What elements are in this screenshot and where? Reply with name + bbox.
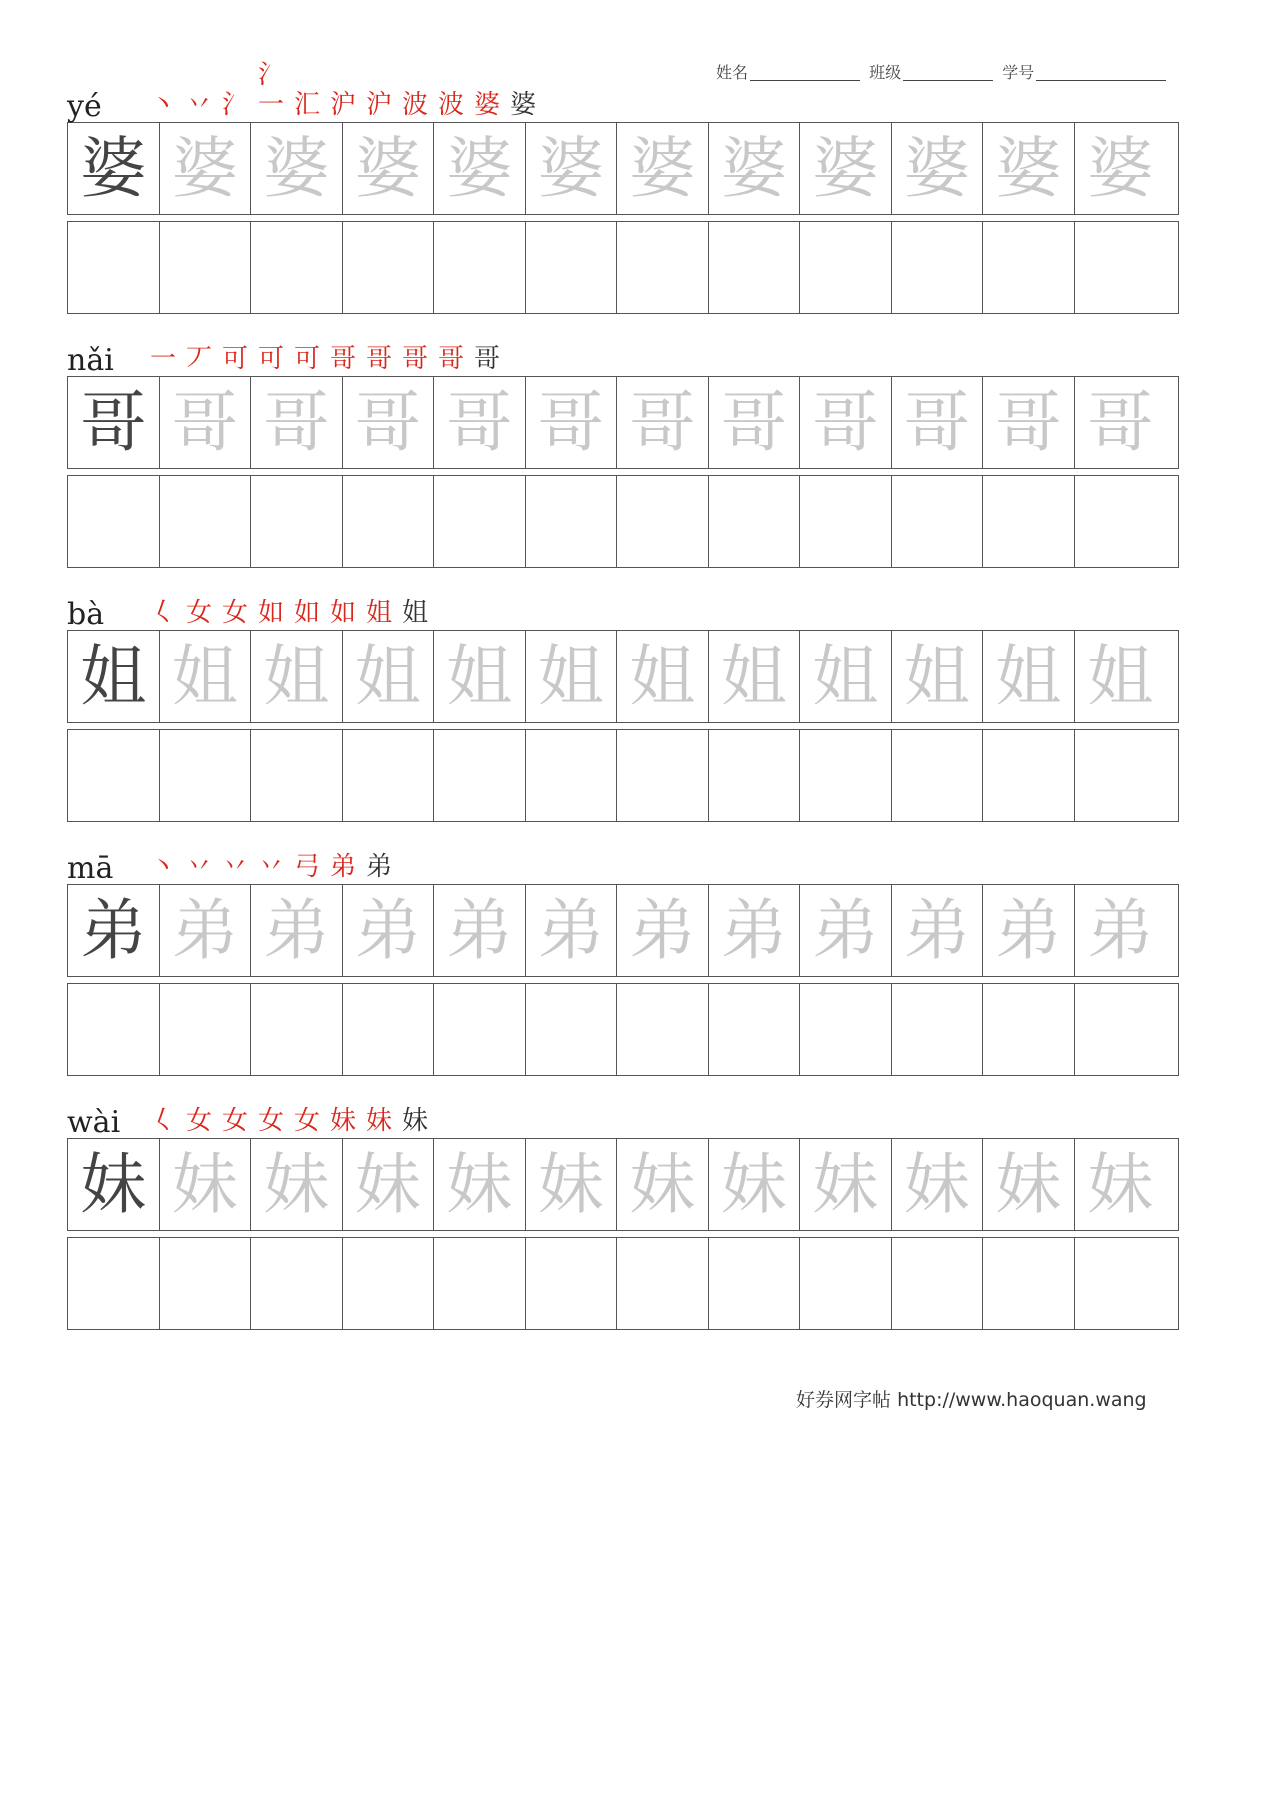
blank-practice-cell[interactable] [434, 730, 526, 821]
trace-character-cell: 婆 [800, 123, 892, 214]
blank-practice-cell[interactable] [617, 730, 709, 821]
trace-character-cell: 婆 [983, 123, 1075, 214]
trace-character-cell: 婆 [709, 123, 801, 214]
blank-practice-cell[interactable] [983, 730, 1075, 821]
stroke-step: 姐 [401, 598, 428, 628]
trace-character-cell: 哥 [343, 377, 435, 468]
pinyin: nǎi [67, 343, 114, 378]
trace-character-cell: 姐 [709, 631, 801, 722]
trace-character-cell: 姐 [160, 631, 252, 722]
pinyin-line [67, 590, 1179, 630]
stroke-step: 女 [293, 1106, 320, 1136]
practice-grid [67, 221, 1179, 314]
stroke-order [145, 846, 397, 882]
blank-practice-cell[interactable] [434, 984, 526, 1075]
stroke-step: 氵 [221, 90, 248, 120]
trace-character-cell: 哥 [800, 377, 892, 468]
id-blank [1036, 64, 1166, 81]
trace-character-cell: 哥 [1087, 384, 1154, 461]
trace-character-cell: 弟 [1087, 892, 1154, 969]
trace-character-cell: 哥 [709, 377, 801, 468]
model-character-cell: 妹 [68, 1139, 160, 1230]
practice-grid [67, 983, 1179, 1076]
blank-practice-cell[interactable] [617, 1238, 709, 1329]
model-character-cell: 婆 [68, 123, 160, 214]
stroke-step: 女 [185, 598, 212, 628]
tracing-grid [67, 376, 1179, 469]
model-character-cell: 弟 [68, 885, 160, 976]
trace-character-cell: 哥 [526, 377, 618, 468]
stroke-step: 如 [329, 598, 356, 628]
footer-site-name: 好券网字帖 [796, 1389, 892, 1411]
blank-practice-cell[interactable] [1075, 1238, 1167, 1329]
name-blank [750, 64, 860, 81]
blank-practice-cell[interactable] [709, 476, 801, 567]
stroke-step: 丷 [221, 852, 248, 882]
stroke-step: 女 [221, 1106, 248, 1136]
model-character-cell: 姐 [68, 631, 160, 722]
trace-character-cell: 婆 [892, 123, 984, 214]
stroke-order [145, 1100, 433, 1136]
trace-character-cell: 弟 [892, 885, 984, 976]
name-label: 姓名 [716, 63, 749, 82]
pinyin: wài [67, 1105, 121, 1140]
stroke-step: 𡿨 [149, 1106, 176, 1136]
stroke-step: 氵一 [257, 60, 284, 120]
trace-character-cell: 妹 [892, 1139, 984, 1230]
trace-character-cell: 弟 [617, 885, 709, 976]
stroke-step: 丷 [185, 852, 212, 882]
trace-character-cell: 婆 [160, 123, 252, 214]
trace-character-cell: 姐 [526, 631, 618, 722]
blank-practice-cell[interactable] [343, 984, 435, 1075]
stroke-step: 婆 [509, 90, 536, 120]
stroke-order [145, 592, 433, 628]
blank-practice-cell[interactable] [800, 476, 892, 567]
trace-character-cell: 哥 [160, 377, 252, 468]
blank-practice-cell[interactable] [526, 476, 618, 567]
stroke-step: 女 [185, 1106, 212, 1136]
pinyin-line [67, 336, 1179, 376]
student-info-header [716, 60, 1176, 83]
pinyin: bà [67, 597, 105, 632]
blank-practice-cell[interactable] [526, 222, 618, 313]
blank-practice-cell[interactable] [251, 222, 343, 313]
class-label: 班级 [869, 63, 902, 82]
pinyin-line [67, 844, 1179, 884]
blank-practice-cell[interactable] [343, 730, 435, 821]
blank-practice-cell[interactable] [1075, 984, 1167, 1075]
stroke-step: 丶 [149, 90, 176, 120]
stroke-step: 女 [257, 1106, 284, 1136]
stroke-step: 丆 [185, 344, 212, 374]
blank-practice-cell[interactable] [68, 222, 160, 313]
blank-practice-cell[interactable] [1075, 222, 1167, 313]
footer-url: http://www.haoquan.wang [897, 1389, 1147, 1411]
stroke-step: 沪 [329, 90, 356, 120]
blank-practice-cell[interactable] [526, 984, 618, 1075]
stroke-step: 波 [437, 90, 464, 120]
trace-character-cell: 妹 [343, 1139, 435, 1230]
blank-practice-cell[interactable] [800, 1238, 892, 1329]
trace-character-cell: 妹 [251, 1139, 343, 1230]
blank-practice-cell[interactable] [251, 730, 343, 821]
stroke-step: 弟 [365, 852, 392, 882]
stroke-step: 丶 [149, 852, 176, 882]
trace-character-cell: 妹 [709, 1139, 801, 1230]
blank-practice-cell[interactable] [526, 730, 618, 821]
class-blank [903, 64, 993, 81]
blank-practice-cell[interactable] [983, 1238, 1075, 1329]
trace-character-cell: 弟 [251, 885, 343, 976]
trace-character-cell: 姐 [800, 631, 892, 722]
trace-character-cell: 姐 [343, 631, 435, 722]
tracing-grid [67, 122, 1179, 215]
blank-practice-cell[interactable] [892, 730, 984, 821]
trace-character-cell: 哥 [617, 377, 709, 468]
stroke-step: 哥 [437, 344, 464, 374]
trace-character-cell: 哥 [251, 377, 343, 468]
trace-character-cell: 婆 [1087, 130, 1154, 207]
blank-practice-cell[interactable] [983, 222, 1075, 313]
blank-practice-cell[interactable] [983, 476, 1075, 567]
trace-character-cell: 妹 [434, 1139, 526, 1230]
blank-practice-cell[interactable] [617, 222, 709, 313]
trace-character-cell: 姐 [1087, 638, 1154, 715]
blank-practice-cell[interactable] [983, 984, 1075, 1075]
blank-practice-cell[interactable] [343, 222, 435, 313]
trace-character-cell: 姐 [983, 631, 1075, 722]
stroke-step: 可 [221, 344, 248, 374]
model-character-cell: 哥 [68, 377, 160, 468]
trace-character-cell: 婆 [526, 123, 618, 214]
stroke-step: 丷 [257, 852, 284, 882]
blank-practice-cell[interactable] [617, 984, 709, 1075]
blank-practice-cell[interactable] [434, 222, 526, 313]
stroke-step: 波 [401, 90, 428, 120]
character-row [67, 1098, 1179, 1330]
stroke-step: 弓 [293, 852, 320, 882]
blank-practice-cell[interactable] [892, 1238, 984, 1329]
blank-practice-cell[interactable] [1075, 476, 1167, 567]
stroke-step: 哥 [365, 344, 392, 374]
stroke-step: 可 [293, 344, 320, 374]
trace-character-cell: 婆 [617, 123, 709, 214]
pinyin: yé [67, 89, 102, 124]
practice-grid [67, 729, 1179, 822]
trace-character-cell: 哥 [892, 377, 984, 468]
stroke-step: 一 [149, 344, 176, 374]
blank-practice-cell[interactable] [251, 476, 343, 567]
blank-practice-cell[interactable] [68, 730, 160, 821]
character-row [67, 336, 1179, 568]
blank-practice-cell[interactable] [160, 222, 252, 313]
stroke-step: 丷 [185, 90, 212, 120]
trace-character-cell: 弟 [709, 885, 801, 976]
stroke-step: 弟 [329, 852, 356, 882]
blank-practice-cell[interactable] [160, 476, 252, 567]
trace-character-cell: 妹 [983, 1139, 1075, 1230]
trace-character-cell: 弟 [526, 885, 618, 976]
trace-character-cell: 弟 [160, 885, 252, 976]
blank-practice-cell[interactable] [892, 984, 984, 1075]
trace-character-cell: 姐 [251, 631, 343, 722]
stroke-step: 哥 [329, 344, 356, 374]
trace-character-cell: 弟 [800, 885, 892, 976]
blank-practice-cell[interactable] [343, 476, 435, 567]
stroke-step: 哥 [473, 344, 500, 374]
pinyin: mā [67, 851, 114, 886]
footer [796, 1385, 1147, 1412]
stroke-step: 如 [257, 598, 284, 628]
character-row [67, 844, 1179, 1076]
blank-practice-cell[interactable] [709, 984, 801, 1075]
trace-character-cell: 哥 [983, 377, 1075, 468]
blank-practice-cell[interactable] [251, 1238, 343, 1329]
stroke-step: 女 [221, 598, 248, 628]
stroke-step: 婆 [473, 90, 500, 120]
blank-practice-cell[interactable] [800, 730, 892, 821]
trace-character-cell: 妹 [1087, 1146, 1154, 1223]
practice-grid [67, 475, 1179, 568]
trace-character-cell: 弟 [983, 885, 1075, 976]
blank-practice-cell[interactable] [160, 730, 252, 821]
trace-character-cell: 婆 [434, 123, 526, 214]
blank-practice-cell[interactable] [343, 1238, 435, 1329]
blank-practice-cell[interactable] [526, 1238, 618, 1329]
stroke-order [145, 60, 541, 120]
trace-character-cell: 弟 [434, 885, 526, 976]
stroke-step: 汇 [293, 90, 320, 120]
blank-practice-cell[interactable] [709, 222, 801, 313]
trace-character-cell: 妹 [800, 1139, 892, 1230]
pinyin-line [67, 1098, 1179, 1138]
blank-practice-cell[interactable] [1075, 730, 1167, 821]
trace-character-cell: 妹 [617, 1139, 709, 1230]
stroke-step: 如 [293, 598, 320, 628]
blank-practice-cell[interactable] [617, 476, 709, 567]
trace-character-cell: 妹 [160, 1139, 252, 1230]
blank-practice-cell[interactable] [892, 476, 984, 567]
blank-practice-cell[interactable] [251, 984, 343, 1075]
stroke-step: 可 [257, 344, 284, 374]
character-row [67, 590, 1179, 822]
stroke-step: 妹 [401, 1106, 428, 1136]
tracing-grid [67, 630, 1179, 723]
trace-character-cell: 弟 [343, 885, 435, 976]
trace-character-cell: 婆 [343, 123, 435, 214]
trace-character-cell: 哥 [434, 377, 526, 468]
stroke-step: 沪 [365, 90, 392, 120]
blank-practice-cell[interactable] [160, 1238, 252, 1329]
trace-character-cell: 姐 [434, 631, 526, 722]
blank-practice-cell[interactable] [434, 476, 526, 567]
trace-character-cell: 姐 [617, 631, 709, 722]
trace-character-cell: 婆 [251, 123, 343, 214]
stroke-step: 姐 [365, 598, 392, 628]
id-label: 学号 [1002, 63, 1035, 82]
blank-practice-cell[interactable] [800, 222, 892, 313]
trace-character-cell: 姐 [892, 631, 984, 722]
stroke-order [145, 338, 505, 374]
blank-practice-cell[interactable] [68, 476, 160, 567]
blank-practice-cell[interactable] [892, 222, 984, 313]
tracing-grid [67, 884, 1179, 977]
blank-practice-cell[interactable] [434, 1238, 526, 1329]
blank-practice-cell[interactable] [800, 984, 892, 1075]
blank-practice-cell[interactable] [68, 984, 160, 1075]
blank-practice-cell[interactable] [709, 730, 801, 821]
tracing-grid [67, 1138, 1179, 1231]
trace-character-cell: 妹 [526, 1139, 618, 1230]
stroke-step: 𡿨 [149, 598, 176, 628]
practice-grid [67, 1237, 1179, 1330]
stroke-step: 妹 [329, 1106, 356, 1136]
stroke-step: 哥 [401, 344, 428, 374]
blank-practice-cell[interactable] [160, 984, 252, 1075]
blank-practice-cell[interactable] [709, 1238, 801, 1329]
blank-practice-cell[interactable] [68, 1238, 160, 1329]
stroke-step: 妹 [365, 1106, 392, 1136]
